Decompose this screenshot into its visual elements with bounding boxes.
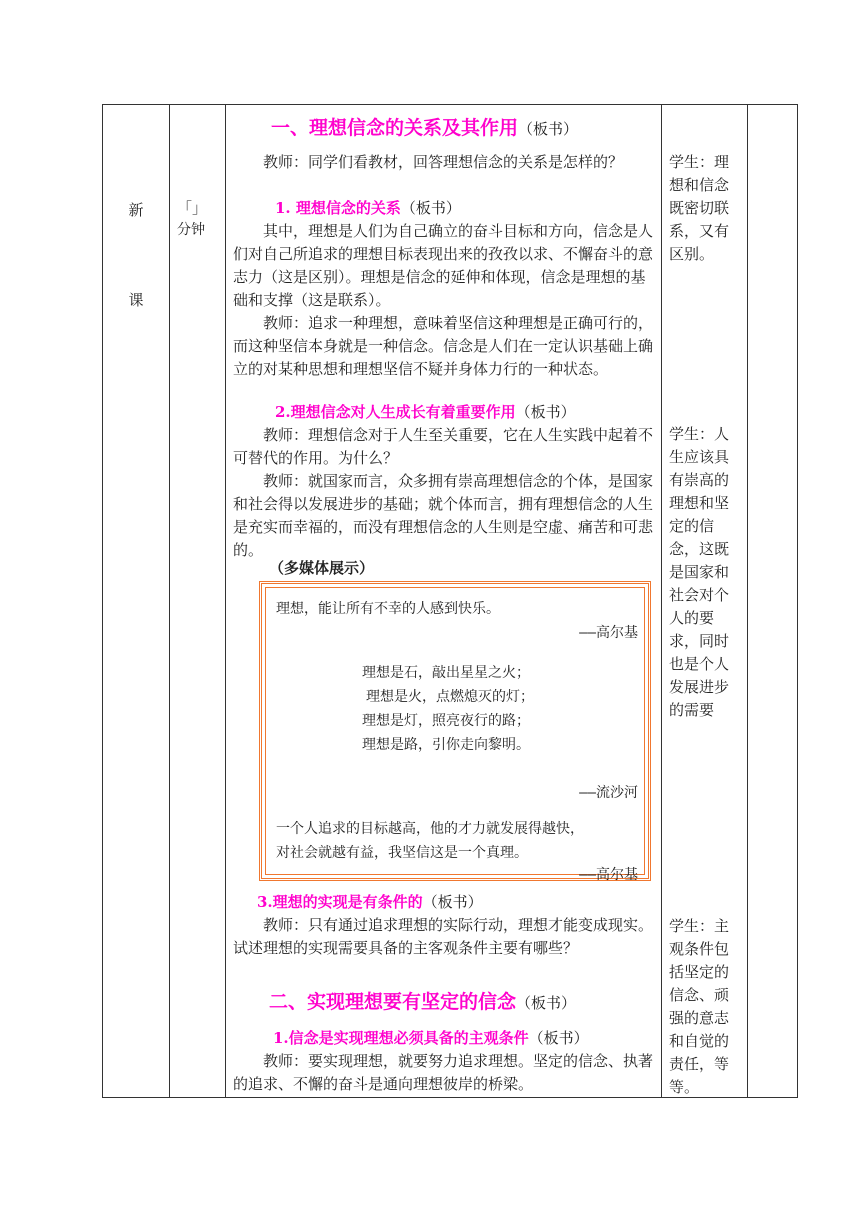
poem-author: ——流沙河: [579, 785, 638, 801]
student-answer-3: 学生：主观条件包括坚定的信念、顽强的意志和自觉的责任，等等。: [669, 917, 730, 1096]
subheading-3-note: （板书）: [422, 893, 483, 911]
poem-line-3: 理想是灯，照亮夜行的路；: [362, 713, 530, 729]
paragraph-conditions: [233, 914, 655, 960]
time-bracket: 「」: [177, 199, 208, 217]
heading-2: [269, 991, 655, 1015]
quote-box-inner: [265, 587, 645, 883]
subheading-4-note: （板书）: [528, 1029, 589, 1047]
heading-1-note: （板书）: [518, 120, 579, 138]
paragraph-text: 教师：只有通过追求理想的实际行动，理想才能变成现实。试述理想的实现需要具备的主客观条件主要有哪些？: [233, 916, 654, 957]
paragraph-text: 教师：就国家而言，众多拥有崇高理想信念的个体，是国家和社会得以发展进步的基础；就个体而言，拥有理想信念的人生是充实而幸福的，而没有理想信念的人生则是空虚、痛苦和可悲的。: [233, 472, 654, 559]
subheading-1: [275, 197, 655, 220]
heading-1-text: 一、理想信念的关系及其作用: [271, 117, 519, 139]
poem-line-4: 理想是路，引你走向黎明。: [362, 737, 530, 753]
lesson-table: [102, 104, 798, 1098]
subheading-2: [275, 401, 655, 424]
quote-3-author: ——高尔基: [579, 867, 638, 883]
paragraph-importance: [233, 424, 655, 470]
quote-3-line-2: 对社会就越有益，我坚信这是一个真理。: [276, 845, 528, 861]
student-column: [661, 105, 747, 1097]
subheading-3-text: 3.理想的实现是有条件的: [257, 893, 423, 911]
quote-1: 理想，能让所有不幸的人感到快乐。: [276, 601, 500, 617]
column-divider: [747, 105, 748, 1097]
subheading-2-text: 2.理想信念对人生成长有着重要作用: [275, 403, 516, 421]
subheading-4-text: 1.信念是实现理想必须具备的主观条件: [273, 1029, 529, 1047]
segment-column: [103, 105, 169, 1097]
multimedia-label-text: （多媒体展示）: [269, 559, 375, 577]
heading-2-note: （板书）: [516, 994, 577, 1012]
quote-1-author: ——高尔基: [579, 625, 638, 641]
student-answer-2: 学生：人生应该具有崇高的理想和坚定的信念，这既是国家和社会对个人的要求，同时也是个人发展进步的需要: [669, 425, 730, 719]
poem-line-2: 理想是火，点燃熄灭的灯；: [366, 689, 534, 705]
paragraph-text: 教师：同学们看教材，回答理想信念的关系是怎样的？: [263, 153, 624, 171]
segment-char-1: 新: [128, 201, 144, 219]
paragraph-bridge: [233, 1050, 655, 1096]
paragraph-text: 其中，理想是人们为自己确立的奋斗目标和方向，信念是人们对自己所追求的理想目标表现出来的孜孜以求、不懈奋斗的意志力（这是区别）。理想是信念的延伸和体现，信念是理想的基础和支撑（这是联系）。: [233, 222, 654, 309]
paragraph-question: [233, 151, 655, 174]
time-column: [169, 105, 225, 1097]
multimedia-label: [269, 557, 649, 580]
paragraph-text: 教师：理想信念对于人生至关重要，它在人生实践中起着不可替代的作用。为什么？: [233, 426, 654, 467]
paragraph-text: 教师：追求一种理想，意味着坚信这种理想是正确可行的，而这种坚信本身就是一种信念。信念是人们在一定认识基础上确立的对某种思想和理想坚信不疑并身体力行的一种状态。: [233, 314, 654, 378]
heading-1: [271, 117, 651, 141]
poem-line-1: 理想是石，敲出星星之火；: [362, 665, 530, 681]
paragraph-text: 教师：要实现理想，就要努力追求理想。坚定的信念、执著的追求、不懈的奋斗是通向理想彼岸的桥梁。: [233, 1052, 654, 1093]
quote-3-line-1: 一个人追求的目标越高，他的才力就发展得越快，: [276, 821, 584, 837]
paragraph-relationship: [233, 220, 655, 312]
time-unit: 分钟: [177, 222, 205, 238]
subheading-1-text: 1. 理想信念的关系: [275, 199, 401, 217]
quote-box: [259, 581, 651, 881]
subheading-4: [273, 1027, 655, 1050]
heading-2-text: 二、实现理想要有坚定的信念: [269, 991, 517, 1013]
paragraph-belief: [233, 312, 655, 381]
subheading-3: [257, 891, 653, 914]
subheading-2-note: （板书）: [515, 403, 576, 421]
student-answer-1: 学生：理想和信念既密切联系，又有区别。: [669, 153, 730, 263]
content-column: [225, 105, 661, 1097]
paragraph-nation: [233, 470, 655, 562]
segment-char-2: 课: [128, 291, 144, 309]
subheading-1-note: （板书）: [400, 199, 461, 217]
